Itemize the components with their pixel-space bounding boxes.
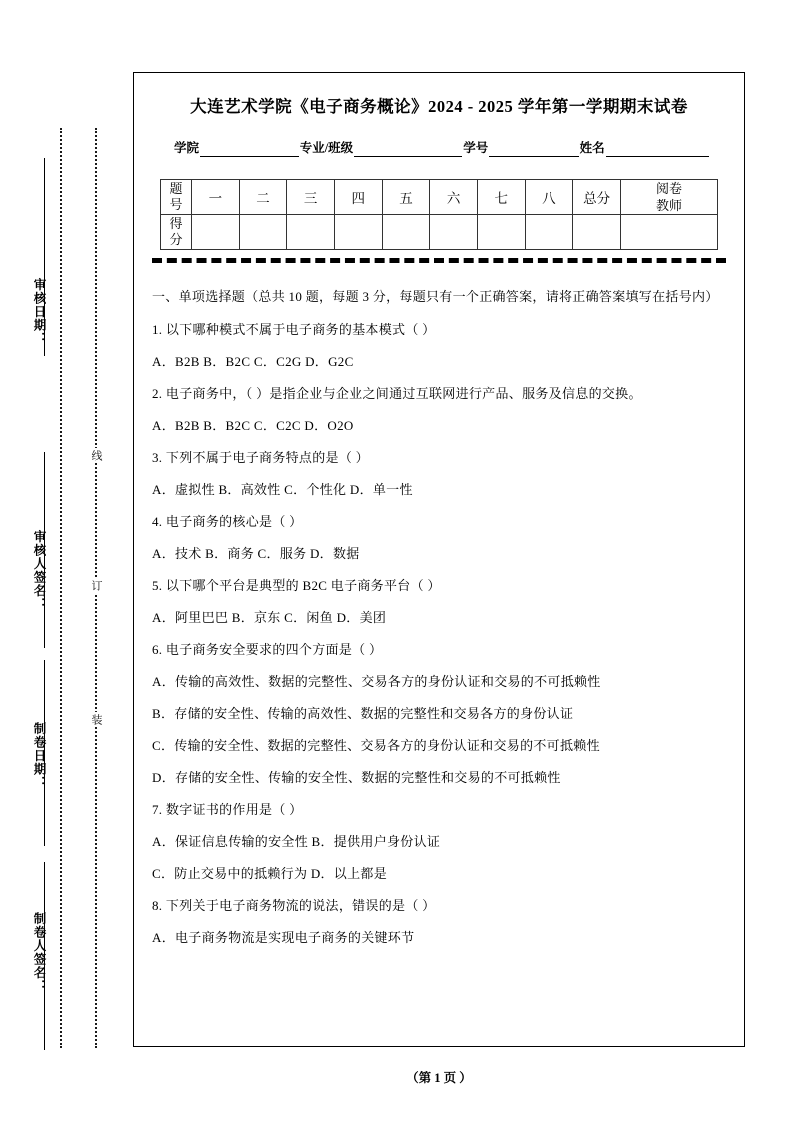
- grader-label-line2: 教师: [655, 198, 682, 213]
- score-cell-5[interactable]: [382, 215, 430, 250]
- score-cell-7[interactable]: [477, 215, 525, 250]
- major-class-input[interactable]: [354, 143, 462, 157]
- grader-label-line1: 阅卷: [655, 181, 682, 196]
- question-6-options-line-1: A．传输的高效性、数据的完整性、交易各方的身份认证和交易的不可抵赖性: [152, 674, 601, 689]
- question-6: [152, 634, 726, 666]
- row-label-line2: 号: [169, 197, 183, 212]
- score-col-header-1: 一: [192, 180, 240, 215]
- score-col-header-6: 六: [430, 180, 478, 215]
- score-col-header-5: 五: [382, 180, 430, 215]
- question-5-options-line-1: A．阿里巴巴 B．京东 C．闲鱼 D．美团: [152, 610, 387, 625]
- question-number: 3.: [152, 450, 163, 465]
- question-text: 以下哪种模式不属于电子商务的基本模式（ ）: [165, 322, 436, 337]
- score-col-header-2: 二: [239, 180, 287, 215]
- question-text: 下列不属于电子商务特点的是（ ）: [165, 450, 369, 465]
- question-number: 2.: [152, 386, 163, 401]
- review-date-label: 审核日期：: [32, 278, 46, 346]
- question-1-options-line-1: A．B2B B．B2C C．C2G D．G2C: [152, 354, 354, 369]
- grader-cell[interactable]: [621, 215, 718, 250]
- table-row-scores: [161, 215, 718, 250]
- question-text: 电子商务安全要求的四个方面是（ ）: [165, 642, 383, 657]
- student-name-label: 姓名: [579, 141, 605, 155]
- question-2-options-line-1: A．B2B B．B2C C．C2C D．O2O: [152, 418, 354, 433]
- question-text: 电子商务中，（ ）是指企业与企业之间通过互联网进行产品、服务及信息的交换。: [165, 386, 642, 401]
- college-label: 学院: [174, 141, 200, 155]
- binding-margin-area: [0, 0, 128, 1122]
- student-name-input[interactable]: [606, 143, 709, 157]
- question-8: [152, 890, 726, 922]
- question-number: 1.: [152, 322, 163, 337]
- page-footer: （第 1 页 ）: [406, 1071, 472, 1085]
- score-cell-total[interactable]: [573, 215, 621, 250]
- section-divider: [152, 258, 726, 269]
- page-title: 大连艺术学院《电子商务概论》2024 - 2025 学年第一学期期末试卷: [190, 97, 688, 116]
- score-cell-3[interactable]: [287, 215, 335, 250]
- question-4-options-line-1: A．技术 B．商务 C．服务 D．数据: [152, 546, 360, 561]
- row-label-line2: 分: [169, 232, 183, 247]
- question-body: [152, 283, 726, 954]
- maker-signature-label: 制卷人签名：: [32, 912, 46, 993]
- exam-paper-frame: [133, 72, 745, 1047]
- question-6-options-line-4: D．存储的安全性、传输的安全性、数据的完整性和交易的不可抵赖性: [152, 770, 561, 785]
- score-cell-1[interactable]: [192, 215, 240, 250]
- student-id-input[interactable]: [489, 143, 578, 157]
- outer-dotted-line: [60, 128, 62, 1048]
- score-col-header-total: 总分: [573, 180, 621, 215]
- question-text: 数字证书的作用是（ ）: [165, 802, 303, 817]
- question-number: 7.: [152, 802, 163, 817]
- question-2: [152, 378, 726, 410]
- question-1: [152, 314, 726, 346]
- score-col-header-7: 七: [477, 180, 525, 215]
- fold-mark-ding: 订: [90, 580, 102, 591]
- score-table: [160, 179, 718, 250]
- question-text: 电子商务的核心是（ ）: [165, 514, 303, 529]
- maker-date-label: 制卷日期：: [32, 722, 46, 790]
- question-7: [152, 794, 726, 826]
- question-8-options-line-1: A．电子商务物流是实现电子商务的关键环节: [152, 930, 415, 945]
- grader-header: [621, 180, 718, 215]
- question-3-options-line-1: A．虚拟性 B．高效性 C．个性化 D．单一性: [152, 482, 413, 497]
- question-text: 下列关于电子商务物流的说法，错误的是（ ）: [165, 898, 436, 913]
- fold-mark-zhuang: 装: [90, 714, 102, 725]
- fold-mark-xian: 线: [90, 450, 102, 461]
- row-label-score: [161, 215, 192, 250]
- section-heading-1: 一、单项选择题（总共 10 题，每题 3 分，每题只有一个正确答案，请将正确答案填写在括号内）: [152, 289, 719, 304]
- score-cell-6[interactable]: [430, 215, 478, 250]
- question-3: [152, 442, 726, 474]
- question-5: [152, 570, 726, 602]
- question-text: 以下哪个平台是典型的 B2C 电子商务平台（ ）: [165, 578, 441, 593]
- score-cell-2[interactable]: [239, 215, 287, 250]
- score-col-header-3: 三: [287, 180, 335, 215]
- question-number: 5.: [152, 578, 163, 593]
- question-number: 6.: [152, 642, 163, 657]
- question-6-options-line-3: C．传输的安全性、数据的完整性、交易各方的身份认证和交易的不可抵赖性: [152, 738, 600, 753]
- table-row-question-numbers: [161, 180, 718, 215]
- score-col-header-4: 四: [334, 180, 382, 215]
- question-6-options-line-2: B．存储的安全性、传输的高效性、数据的完整性和交易各方的身份认证: [152, 706, 574, 721]
- question-number: 8.: [152, 898, 163, 913]
- review-signature-label: 审核人签名：: [32, 530, 46, 611]
- row-label-line1: 得: [169, 216, 183, 231]
- student-id-label: 学号: [463, 141, 489, 155]
- question-7-options-line-2: C．防止交易中的抵赖行为 D．以上都是: [152, 866, 388, 881]
- question-4: [152, 506, 726, 538]
- question-number: 4.: [152, 514, 163, 529]
- score-cell-4[interactable]: [334, 215, 382, 250]
- score-col-header-8: 八: [525, 180, 573, 215]
- college-input[interactable]: [200, 143, 299, 157]
- row-label-question-number: [161, 180, 192, 215]
- major-class-label: 专业/班级: [299, 141, 354, 155]
- student-info-line: [150, 138, 728, 157]
- row-label-line1: 题: [169, 181, 183, 196]
- score-cell-8[interactable]: [525, 215, 573, 250]
- question-7-options-line-1: A．保证信息传输的安全性 B．提供用户身份认证: [152, 834, 441, 849]
